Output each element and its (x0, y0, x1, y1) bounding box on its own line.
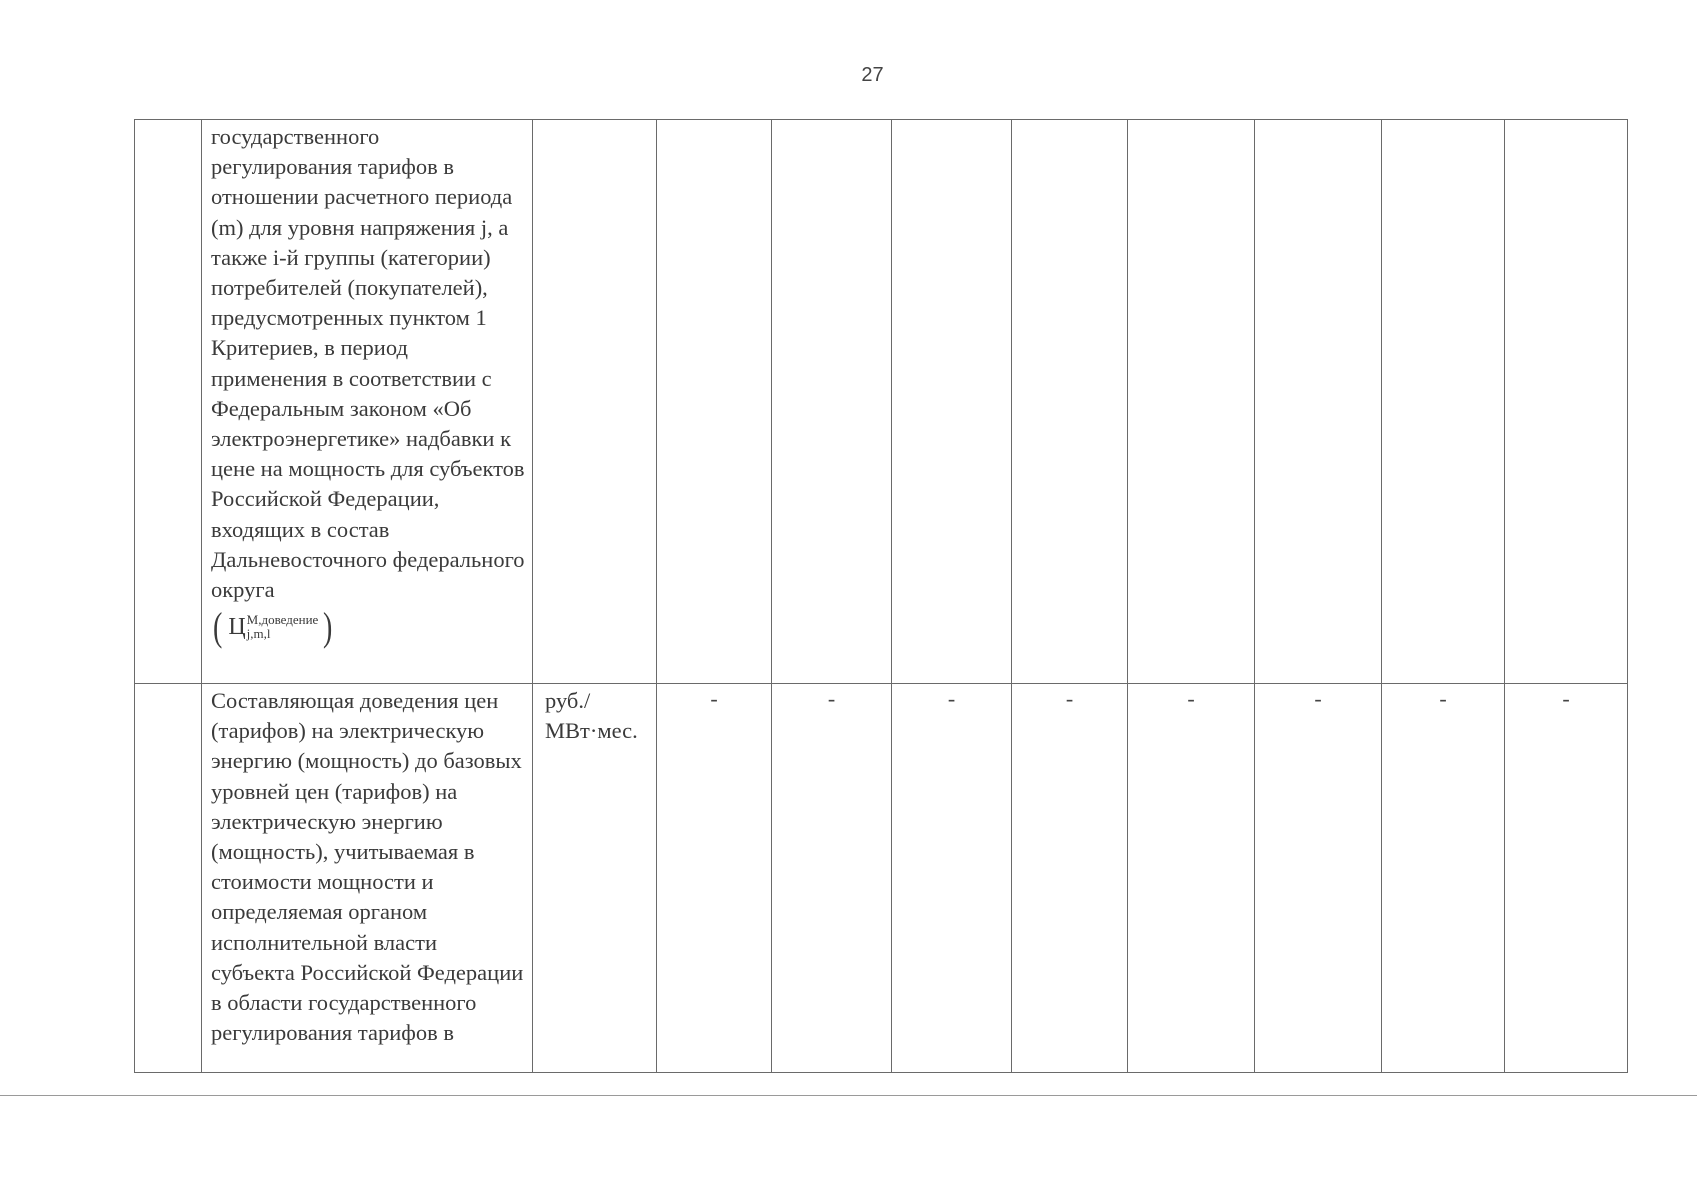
formula-close-paren: ) (323, 604, 333, 650)
value-cell (1505, 120, 1628, 684)
indicator-description: государственного регулирования тарифов в отношении расчетного периода (m) для уровня напряжения j, а также i-й группы (категории) потребителей (покупателей), предусмотренных пунктом 1 Критериев, в период применения в соответствии с Федеральным законом «Об электроэнергетике» надбавки к цене на мощность для субъектов Российской Федерации, входящих в состав Дальневосточного федерального округа (211, 124, 525, 603)
formula-scripts (247, 613, 319, 641)
indicator-name-cell: Составляющая доведения цен (тарифов) на электрическую энергию (мощность) до базовых уровней цен (тарифов) на электрическую энергию (мощность), учитываемая в стоимости мощности и определяемая органом исполнительной власти субъекта Российской Федерации в области государственного регулирования тарифов в (202, 684, 533, 1073)
formula-superscript: М,доведение (246, 612, 319, 628)
value-cell (772, 120, 892, 684)
formula-open-paren: ( (212, 604, 223, 650)
page-number: 27 (861, 64, 884, 86)
number-cell (135, 120, 202, 684)
value-cell (1012, 120, 1128, 684)
number-cell (135, 684, 202, 1073)
value-cell: - (657, 684, 772, 1073)
value-cell: - (1382, 684, 1505, 1073)
unit-cell: руб./ МВт·мес. (533, 684, 657, 1073)
page-bottom-rule (0, 1095, 1697, 1096)
table-row (135, 684, 1628, 1073)
value-cell (1382, 120, 1505, 684)
value-cell: - (1128, 684, 1255, 1073)
table-row (135, 120, 1628, 684)
formula-base-symbol: Ц (228, 614, 246, 641)
value-cell (657, 120, 772, 684)
formula-subscript: j,m,l (246, 626, 271, 642)
value-cell: - (1012, 684, 1128, 1073)
value-cell (1128, 120, 1255, 684)
unit-cell (533, 120, 657, 684)
tariff-table (134, 119, 1628, 1073)
value-cell: - (892, 684, 1012, 1073)
value-cell: - (1505, 684, 1628, 1073)
price-formula (211, 604, 335, 650)
value-cell: - (772, 684, 892, 1073)
value-cell (1255, 120, 1382, 684)
indicator-name-cell (202, 120, 533, 684)
value-cell (892, 120, 1012, 684)
value-cell: - (1255, 684, 1382, 1073)
